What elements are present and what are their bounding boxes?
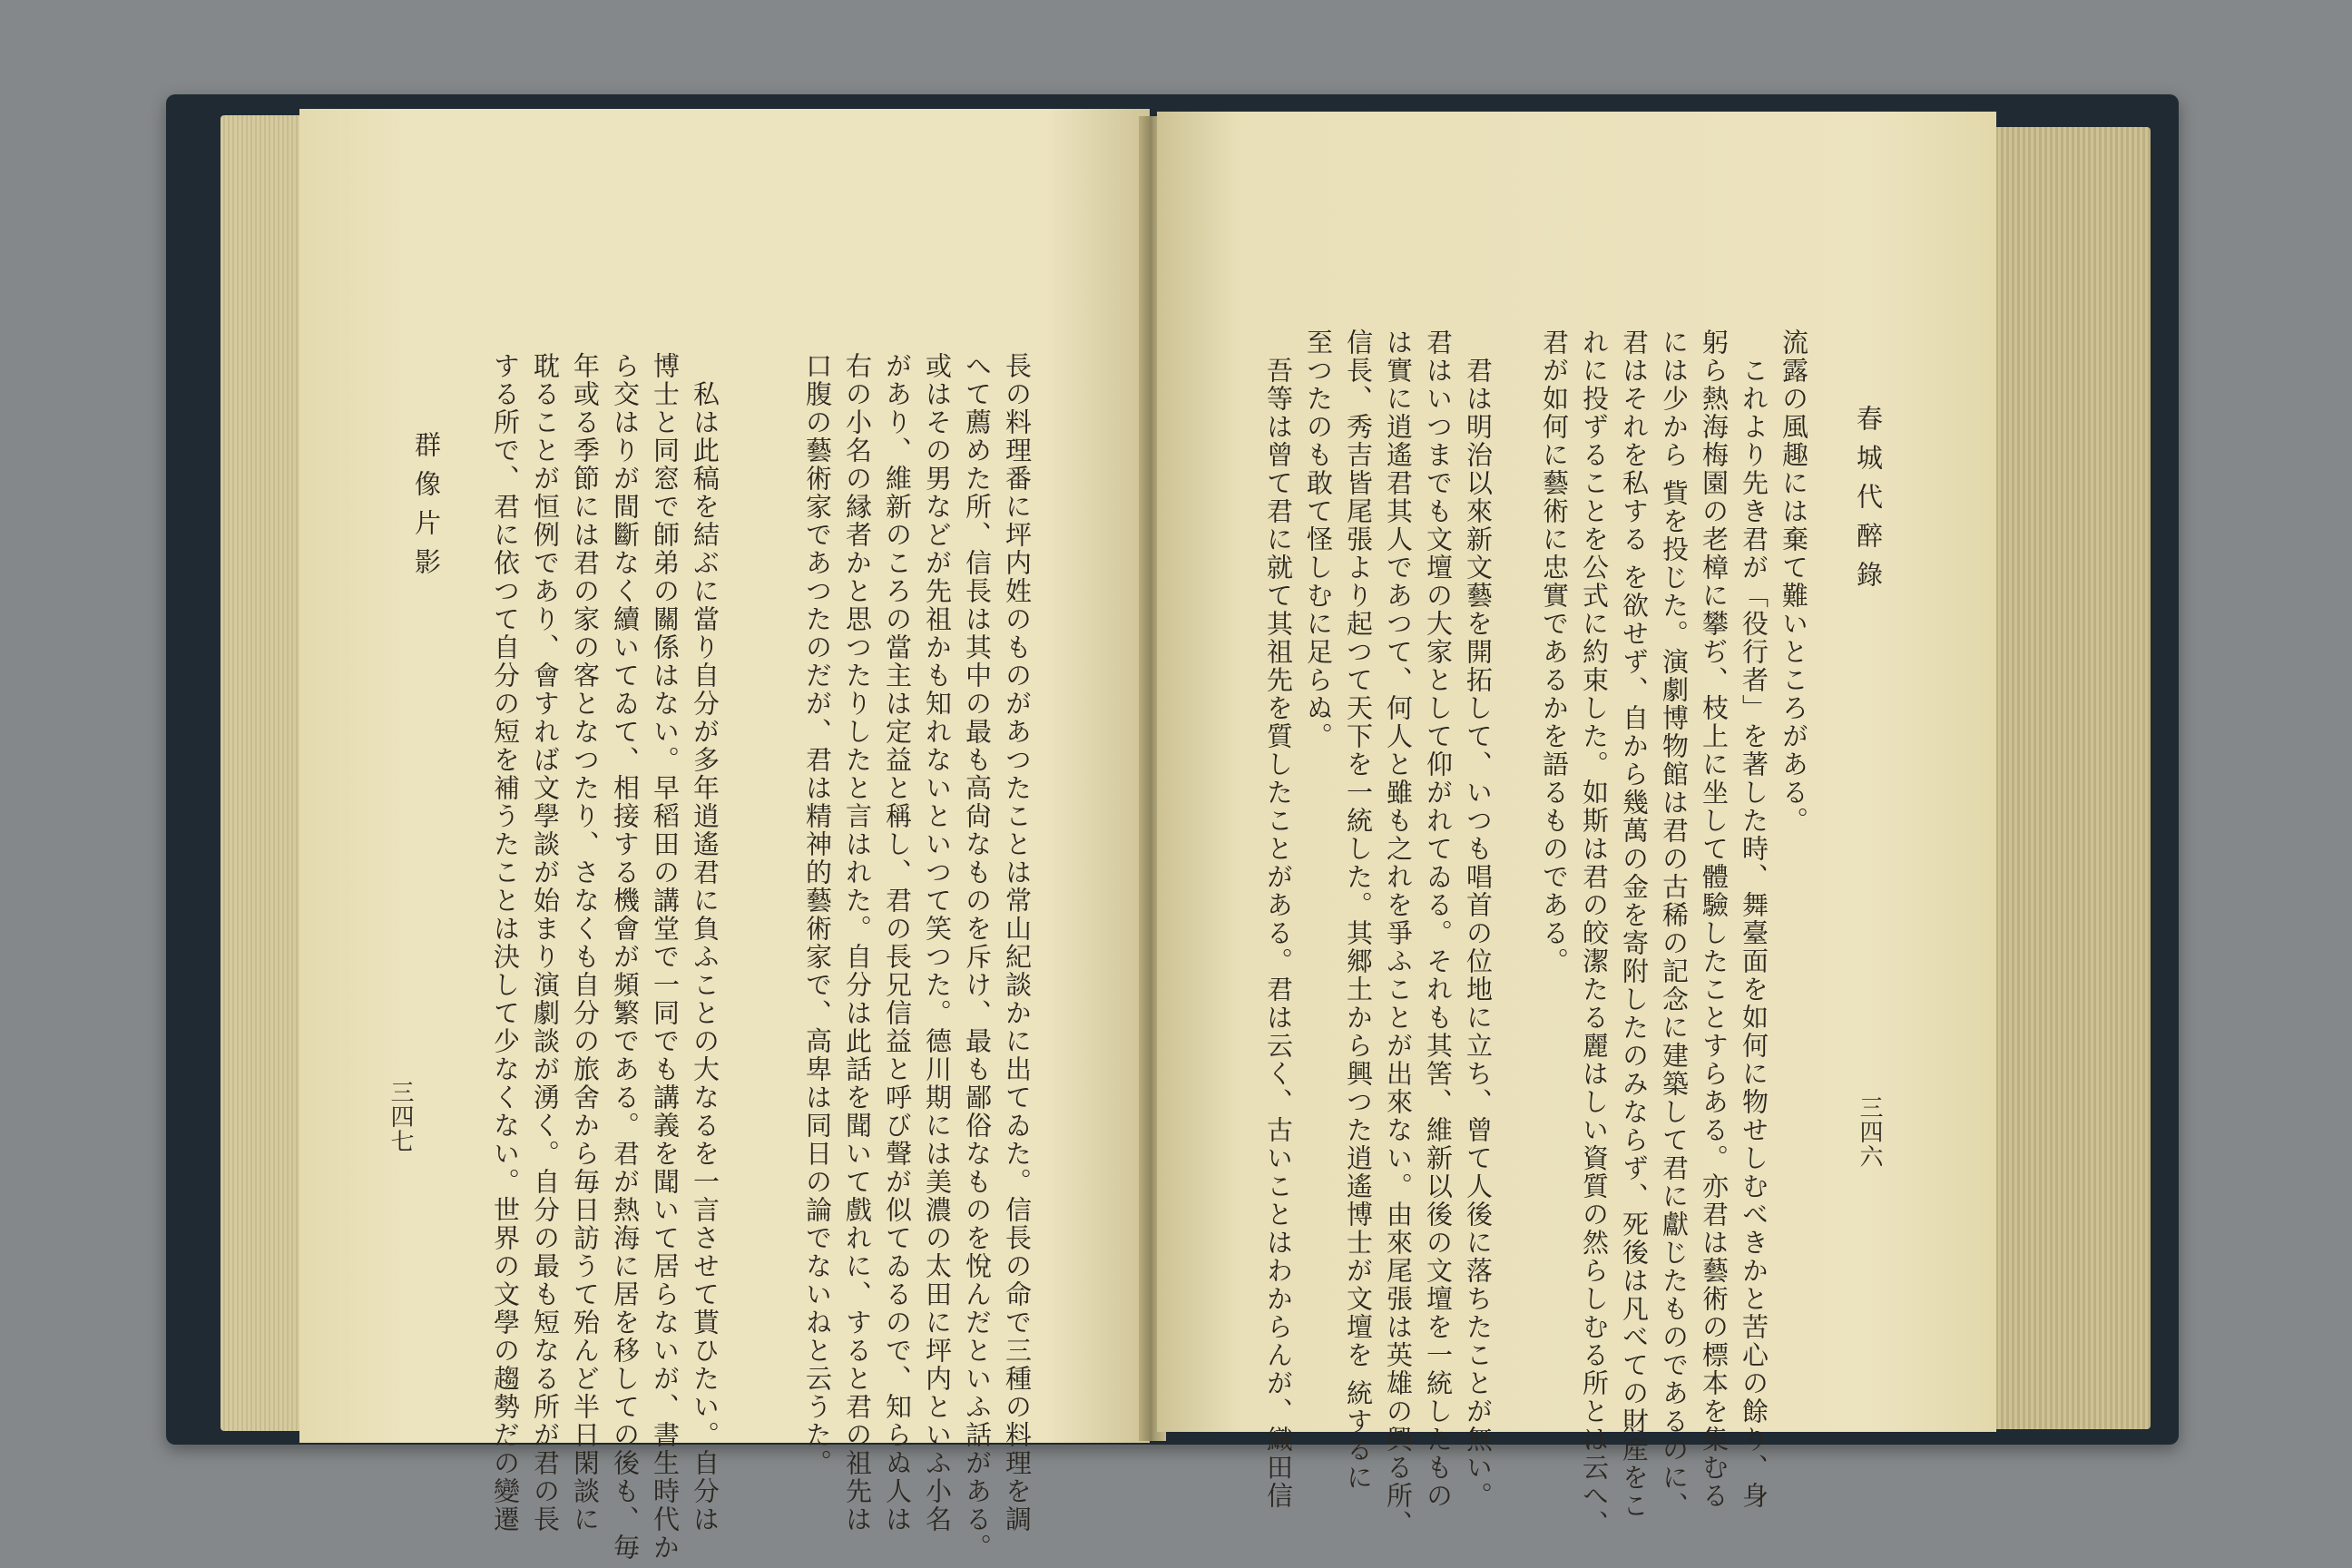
right-running-header: 春城代醉錄 (1853, 405, 1884, 600)
left-line-3: 或はその男などが先祖かも知れないといつて笑つた。德川期には美濃の太田に坪内といふ小名 (922, 352, 953, 1534)
page-edges-right (1987, 127, 2151, 1429)
page-edges-left (220, 115, 311, 1431)
left-line-2: へて薦めた所、信長は其中の最も高尙なものを斥け、最も鄙俗なものを悅んだといふ話がある。 (962, 352, 993, 1562)
right-page-number: 三四六 (1856, 1095, 1883, 1169)
right-line-4: には少から 貲を投じた。演劇博物館は君の古稀の記念に建築して君に獻じたものであるのに、 (1659, 328, 1690, 1521)
right-line-11: 信長、秀吉皆尾張より起つて天下を一統した。其郷土から興つた逍遙博士が文壇を 統するに (1343, 328, 1374, 1493)
left-line-8: 博士と同窓で師弟の關係はない。早稻田の講堂で一同でも講義を聞いて居らないが、書生時代か (650, 352, 681, 1562)
right-line-1: 流露の風趣には棄て難いところがある。 (1779, 328, 1809, 835)
left-line-6: 口腹の藝術家であつたのだが、君は精神的藝術家で、高卑は同日の論でないねと云うた。 (802, 352, 833, 1477)
right-line-7: 君が如何に藝術に忠實であるかを語るものである。 (1539, 328, 1570, 975)
right-line-2: これより先き君が「役行者」を著した時、舞臺面を如何に物せしむべきかと苦心の餘り、身 (1739, 328, 1769, 1510)
left-page-number: 三四七 (387, 1080, 414, 1153)
left-line-5: 右の小名の縁者かと思つたりしたと言はれた。自分は此話を聞いて戲れに、すると君の祖先は (842, 352, 873, 1534)
right-line-13: 吾等は曾て君に就て其祖先を質したことがある。君は云く、古いことはわからんが、織田信 (1263, 328, 1294, 1510)
left-running-header: 群像片影 (411, 431, 442, 587)
right-line-12: 至つたのも敢て怪しむに足らぬ。 (1303, 328, 1334, 750)
left-line-10: 年或る季節には君の家の客となつたり、さなくも自分の旅舍から毎日訪うて殆んど半日閑談に (570, 352, 601, 1534)
left-line-1: 長の料理番に坪内姓のものがあつたことは常山紀談かに出てゐた。信長の命で三種の料理を調 (1002, 352, 1033, 1534)
left-line-9: ら交はりが間斷なく續いてゐて、相接する機會が頻繁である。君が熱海に居を移しての後も、毎 (610, 352, 641, 1562)
right-line-3: 躬ら熱海梅園の老樟に攀ぢ、枝上に坐して體驗したことすらある。亦君は藝術の標本を集むる (1699, 328, 1730, 1510)
left-line-7: 私は此稿を結ぶに當り自分が多年逍遙君に負ふことの大なるを一言させて貰ひたい。自分は (690, 352, 720, 1534)
left-line-12: する所で、君に依つて自分の短を補うたことは決して少なくない。世界の文學の趨勢だの變遷 (490, 352, 521, 1534)
left-line-11: 耽ることが恒例であり、會すれば文學談が始まり演劇談が湧く。自分の最も短なる所が君の長 (530, 352, 561, 1534)
right-line-5: 君はそれを私する を欲せず、自から幾萬の金を寄附したのみならず、死後は凡べての財産をこ (1619, 328, 1650, 1521)
right-line-8: 君は明治以來新文藝を開拓して、いつも唱首の位地に立ち、曾て人後に落ちたことが無い。 (1463, 328, 1494, 1510)
left-line-4: があり、維新のころの當主は定益と稱し、君の長兄信益と呼び聲が似てゐるので、知らぬ人は (882, 352, 913, 1534)
right-line-10: は實に逍遙君其人であつて、何人と雖も之れを爭ふことが出來ない。由來尾張は英雄の興る所、 (1383, 328, 1414, 1538)
right-line-6: れに投ずることを公式に約束した。如斯は君の皎潔たる麗はしい資質の然らしむる所とは云へ、 (1579, 328, 1610, 1538)
right-line-9: 君はいつまでも文壇の大家として仰がれてゐる。それも其筈、維新以後の文壇を一統したもの (1423, 328, 1454, 1510)
